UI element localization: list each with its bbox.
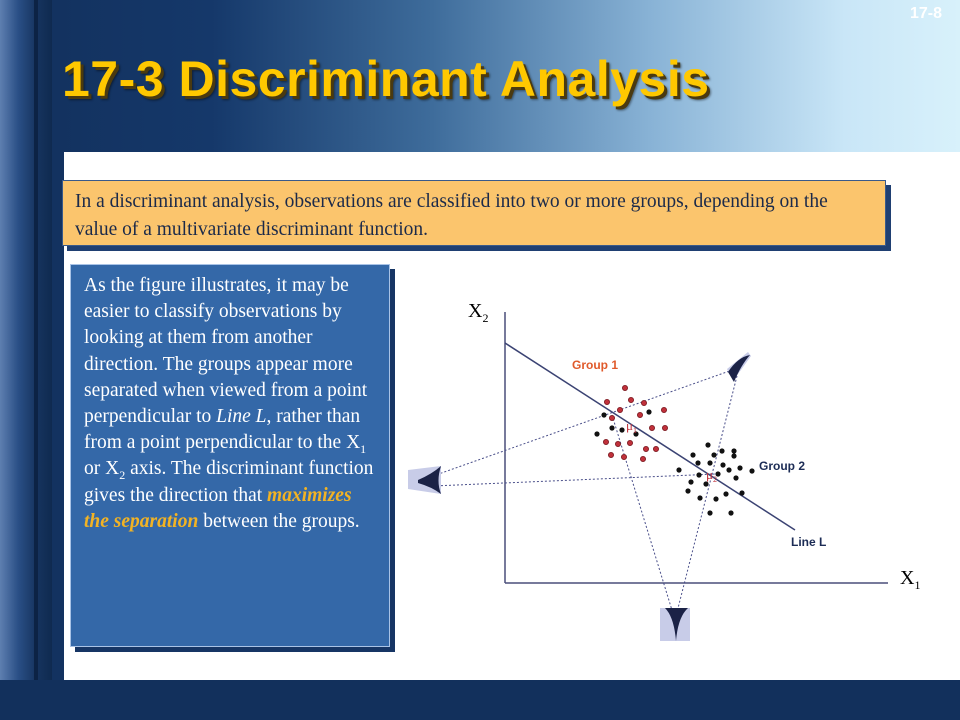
projection-line [433, 474, 716, 486]
group1-point [609, 425, 614, 430]
explanation-part4: axis. The discriminant function gives the direction that [84, 458, 374, 506]
group2-point [719, 448, 724, 453]
left-decor-edge [34, 0, 38, 720]
line-l-reference: Line L [216, 406, 267, 428]
group1-point [641, 400, 646, 405]
line-l [505, 343, 795, 530]
group2-point [737, 465, 742, 470]
group2-point [703, 481, 708, 486]
group2-point [705, 442, 710, 447]
left-decor-bar [0, 0, 52, 720]
group1-point [643, 446, 648, 451]
group1-point [627, 440, 632, 445]
group2-point [728, 510, 733, 515]
highlight-phrase: maximizes the separation [84, 484, 352, 532]
slide-title: 17-3 Discriminant Analysis [62, 51, 710, 107]
group2-label: Group 2 [759, 459, 806, 473]
group2-point [695, 460, 700, 465]
x1-subscript: 1 [360, 442, 367, 457]
intro-text: In a discriminant analysis, observations are classified into two or more groups, depending on the value of a multivariate discriminant function. [75, 191, 828, 240]
projection-line [433, 368, 738, 476]
group2-point [711, 452, 716, 457]
group2-point [713, 496, 718, 501]
group1-point [594, 431, 599, 436]
group2-point [697, 495, 702, 500]
group1-point [619, 427, 624, 432]
group2-point [731, 453, 736, 458]
group1-point [603, 439, 608, 444]
group2-point [707, 510, 712, 515]
mu1-label: $\mu_1$ [626, 418, 637, 435]
eye-icon [727, 352, 751, 382]
group1-point [628, 397, 633, 402]
group1-point [601, 412, 606, 417]
group2-point [739, 490, 744, 495]
group2-point [707, 460, 712, 465]
projection-lines [433, 368, 738, 620]
group1-point [640, 456, 645, 461]
eye-icon [660, 608, 690, 641]
x-axis-label: $X_1$ [900, 567, 921, 592]
explanation-part3: or X [84, 458, 120, 480]
group2-point [696, 472, 701, 477]
group2-point [720, 462, 725, 467]
line-l-label: Line L [791, 535, 827, 549]
group1-point [617, 407, 622, 412]
group1-point [615, 441, 620, 446]
group2-point [690, 452, 695, 457]
group1-point [622, 385, 627, 390]
group2-point [731, 448, 736, 453]
group1-point [653, 446, 658, 451]
group2-point [749, 468, 754, 473]
y-axis-label: $X_2$ [468, 300, 489, 325]
intro-box [62, 180, 886, 246]
mu2-label: $\mu_2$ [706, 467, 717, 484]
group1-point [609, 415, 614, 420]
explanation-part5: between the groups. [198, 510, 360, 532]
group1-point [604, 399, 609, 404]
explanation-box [70, 264, 390, 647]
group2-point [733, 475, 738, 480]
group2-point [685, 488, 690, 493]
group1-point [621, 454, 626, 459]
group1-point [608, 452, 613, 457]
group1-label: Group 1 [572, 358, 619, 372]
eye-icon [408, 466, 441, 494]
bottom-decor-bar [0, 680, 960, 720]
x2-subscript: 2 [119, 468, 126, 483]
group2-point [688, 479, 693, 484]
group1-point [637, 412, 642, 417]
discriminant-figure [400, 290, 960, 680]
group2-point [726, 467, 731, 472]
group1-point [661, 407, 666, 412]
group1-point [646, 409, 651, 414]
explanation-part1: As the figure illustrates, it may be easier to classify observations by looking at them from another direction. The groups appear more separated when viewed from a point perpendicular to [84, 275, 368, 428]
explanation-part2: , rather than from a point perpendicular to the X [84, 406, 361, 454]
group2-point [676, 467, 681, 472]
group2-point [723, 491, 728, 496]
group1-point [662, 425, 667, 430]
group1-point [649, 425, 654, 430]
page-number: 17-8 [909, 5, 942, 22]
